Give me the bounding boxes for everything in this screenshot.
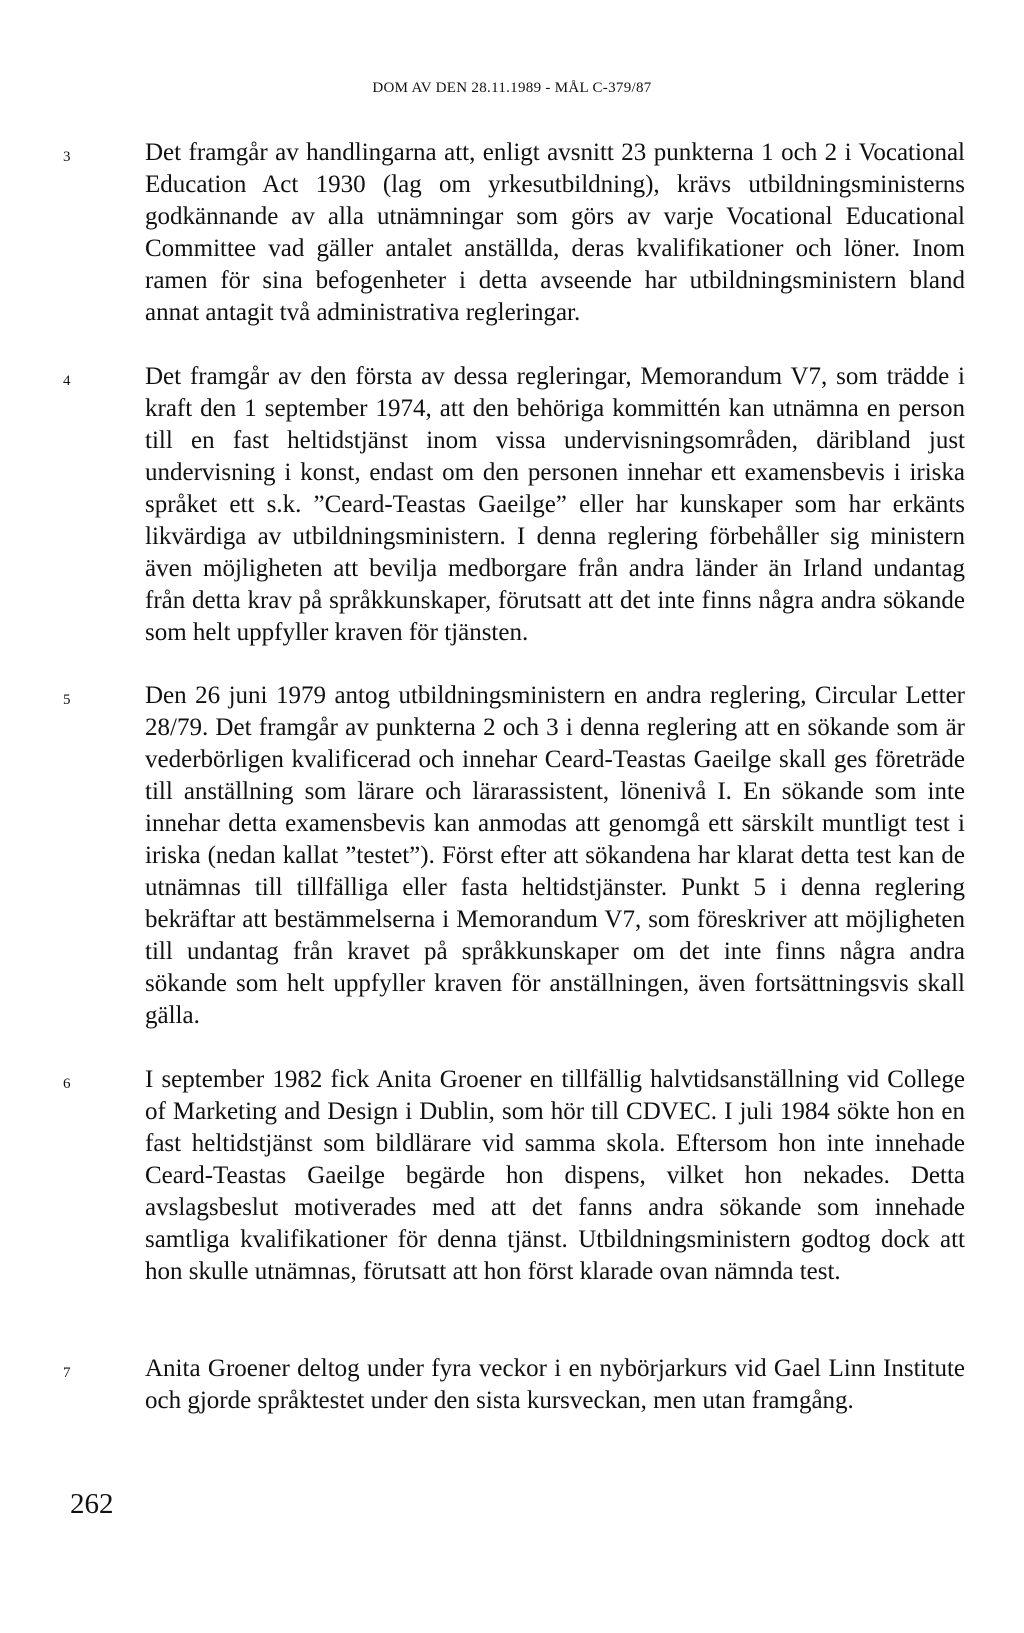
paragraph-number: 5 bbox=[63, 692, 71, 708]
paragraph-3 bbox=[63, 137, 965, 329]
paragraph-text: I september 1982 fick Anita Groener en tillfällig halvtidsanställning vid College of Marketing and Design i Dublin, som hör till CDVEC. I juli 1984 sökte hon en fast heltidstjänst som bildlärare vid samma skola. Eftersom hon inte innehade Ceard-Teastas Gaeilge begärde hon dispens, vilket hon nekades. Detta avslagsbeslut motiverades med att det fanns andra sökande som innehade samtliga kvalifikationer för denna tjänst. Utbildningsministern godtog dock att hon skulle utnämnas, förutsatt att hon först klarade ovan nämnda test. bbox=[145, 1066, 965, 1285]
paragraph-5 bbox=[63, 680, 965, 1032]
paragraph-text: Anita Groener deltog under fyra veckor i en nybörjarkurs vid Gael Linn Institute och gjorde språktestet under den sista kursveckan, men utan framgång. bbox=[145, 1355, 965, 1414]
running-header: DOM AV DEN 28.11.1989 - MÅL C-379/87 bbox=[372, 80, 652, 96]
paragraph-4 bbox=[63, 361, 965, 649]
paragraph-text: Den 26 juni 1979 antog utbildningsministern en andra reglering, Circular Letter 28/79. Det framgår av punkterna 2 och 3 i denna reglering att en sökande som är vederbörligen kvalificerad och innehar Ceard-Teastas Gaeilge skall ges företräde till anställning som lärare och lärarassistent, lönenivå I. En sökande som inte innehar detta examensbevis kan anmodas att genomgå ett särskilt muntligt test i iriska (nedan kallat ”testet”). Först efter att sökandena har klarat detta test kan de utnämnas till tillfälliga eller fasta heltidstjänster. Punkt 5 i denna reglering bekräftar att bestämmelserna i Memorandum V7, som föreskriver att möjligheten till undantag från kravet på språkkunskaper om det inte finns några andra sökande som helt uppfyller kraven för anställningen, även fortsättningsvis skall gälla. bbox=[145, 682, 965, 1029]
page-number: 262 bbox=[70, 1488, 114, 1520]
paragraph-number: 3 bbox=[63, 149, 71, 165]
paragraph-number: 7 bbox=[63, 1365, 71, 1381]
paragraph-number: 4 bbox=[63, 373, 71, 389]
paragraph-number: 6 bbox=[63, 1076, 71, 1092]
paragraph-6 bbox=[63, 1064, 965, 1288]
paragraph-7 bbox=[63, 1353, 965, 1417]
paragraph-text: Det framgår av den första av dessa regleringar, Memorandum V7, som trädde i kraft den 1 september 1974, att den behöriga kommittén kan utnämna en person till en fast heltidstjänst inom vissa undervisningsområden, däribland just undervisning i konst, endast om den personen innehar ett examensbevis i iriska språket ett s.k. ”Ceard-Teastas Gaeilge” eller har kunskaper som har erkänts likvärdiga av utbildningsministern. I denna reglering förbehåller sig ministern även möjligheten att bevilja medborgare från andra länder än Irland undantag från detta krav på språkkunskaper, förutsatt att det inte finns några andra sökande som helt uppfyller kraven för tjänsten. bbox=[145, 363, 965, 646]
paragraph-text: Det framgår av handlingarna att, enligt avsnitt 23 punkterna 1 och 2 i Vocational Education Act 1930 (lag om yrkesutbildning), krävs utbildningsministerns godkännande av alla utnämningar som görs av varje Vocational Educational Committee vad gäller antalet anställda, deras kvalifikationer och löner. Inom ramen för sina befogenheter i detta avseende har utbildningsministern bland annat antagit två administrativa regleringar. bbox=[145, 139, 965, 326]
